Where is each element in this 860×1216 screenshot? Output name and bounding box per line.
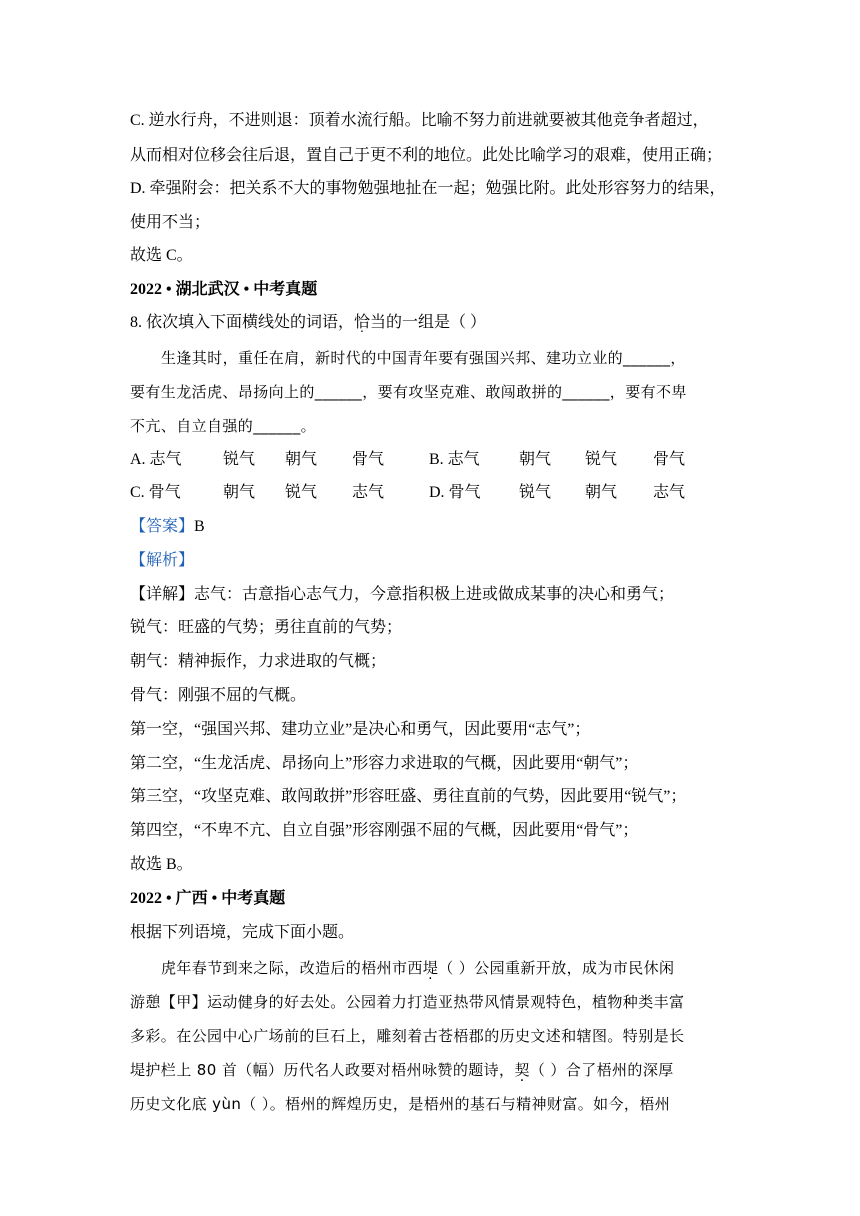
detail-line: 骨气：刚强不屈的气概。 [130, 687, 307, 704]
passage-line: 历史文化底 yùn（ ）。梧州的辉煌历史，是梧州的基石与精神财富。如今，梧州 [130, 1095, 671, 1113]
answer-tag: 【答案】 [130, 518, 195, 535]
options-row [130, 482, 685, 504]
passage-line: 多彩。在公园中心广场前的巨石上，雕刻着古苍梧郡的历史文述和辖图。特别是长 [130, 1027, 685, 1045]
detail-line: 故选 B。 [130, 856, 193, 873]
detail-line: 第四空，“不卑不亢、自立自强”形容刚强不屈的气概，因此要用“骨气”； [130, 822, 639, 839]
answer-value: B [194, 518, 205, 535]
option-text: 锐气 [223, 451, 256, 468]
option-text: 骨气 [352, 451, 385, 468]
passage-line: 生逢其时，重任在肩，新时代的中国青年要有强国兴邦、建功立业的______， [161, 349, 686, 367]
text-line: D. 牵强附会：把关系不大的事物勉强地扯在一起；勉强比附。此处形容努力的结果， [130, 180, 726, 197]
passage-line: 堤护栏上 80 首（幅）历代名人政要对梧州咏赞的题诗，契（ ）合了梧州的深厚 [130, 1061, 674, 1079]
question-source-header: 2022 • 广西 • 中考真题 [130, 890, 286, 907]
option-text: 朝气 [585, 484, 618, 501]
option-text: D. 骨气 [429, 484, 481, 501]
detail-line: 锐气：旺盛的气势；勇往直前的气势； [130, 619, 403, 636]
answer-line [130, 516, 205, 538]
text-line: 故选 C。 [130, 247, 193, 264]
question-source-header: 2022 • 湖北武汉 • 中考真题 [130, 281, 318, 298]
text-line: 使用不当； [130, 214, 211, 231]
detail-line: 朝气：精神振作，力求进取的气概； [130, 653, 387, 670]
passage-line: 游憩【甲】运动健身的好去处。公园着力打造亚热带风情景观特色，植物种类丰富 [130, 993, 685, 1011]
detail-tag: 【详解】 [130, 586, 195, 603]
option-text: 锐气 [519, 484, 552, 501]
option-text: C. 骨气 [130, 484, 181, 501]
option-text: 志气 [352, 484, 385, 501]
analysis-tag: 【解析】 [130, 552, 195, 569]
option-text: 骨气 [653, 451, 686, 468]
emphasis-char: 契 [514, 1061, 530, 1079]
option-text: 锐气 [285, 484, 318, 501]
option-text: 锐气 [585, 451, 618, 468]
option-text: A. 志气 [130, 451, 182, 468]
passage-line: 要有生龙活虎、昂扬向上的______，要有攻坚克难、敢闯敢拼的______，要有不卑 [130, 383, 687, 401]
option-text: B. 志气 [429, 451, 480, 468]
option-text: 朝气 [285, 451, 318, 468]
detail-line: 第一空，“强国兴邦、建功立业”是决心和勇气，因此要用“志气”； [130, 721, 591, 738]
text-line: 从而相对位移会往后退，置自己于更不利的地位。此处比喻学习的艰难，使用正确； [130, 147, 723, 164]
detail-line: 【详解】志气：古意指心志气力，今意指积极上进或做成某事的决心和勇气； [130, 586, 675, 603]
question-intro: 根据下列语境，完成下面小题。 [130, 924, 355, 941]
detail-line: 第三空，“攻坚克难、敢闯敢拼”形容旺盛、勇往直前的气势，因此要用“锐气”； [130, 788, 687, 805]
option-text: 志气 [653, 484, 686, 501]
passage-line: 虎年春节到来之际，改造后的梧州市西堤（ ）公园重新开放，成为市民休闲 [161, 959, 675, 977]
options-row [130, 449, 685, 471]
emphasis-char: 恰 [354, 314, 371, 331]
option-text: 朝气 [519, 451, 552, 468]
text-line: C. 逆水行舟，不进则退：顶着水流行船。比喻不努力前进就要被其他竞争者超过， [130, 112, 709, 129]
passage-line: 不亢、自立自强的______。 [130, 417, 317, 435]
question-stem: 8. 依次填入下面横线处的词语，恰当的一组是（ ） [130, 314, 487, 331]
emphasis-char: 堤 [422, 959, 439, 977]
option-text: 朝气 [223, 484, 256, 501]
detail-line: 第二空，“生龙活虎、昂扬向上”形容力求进取的气概，因此要用“朝气”； [130, 755, 639, 772]
